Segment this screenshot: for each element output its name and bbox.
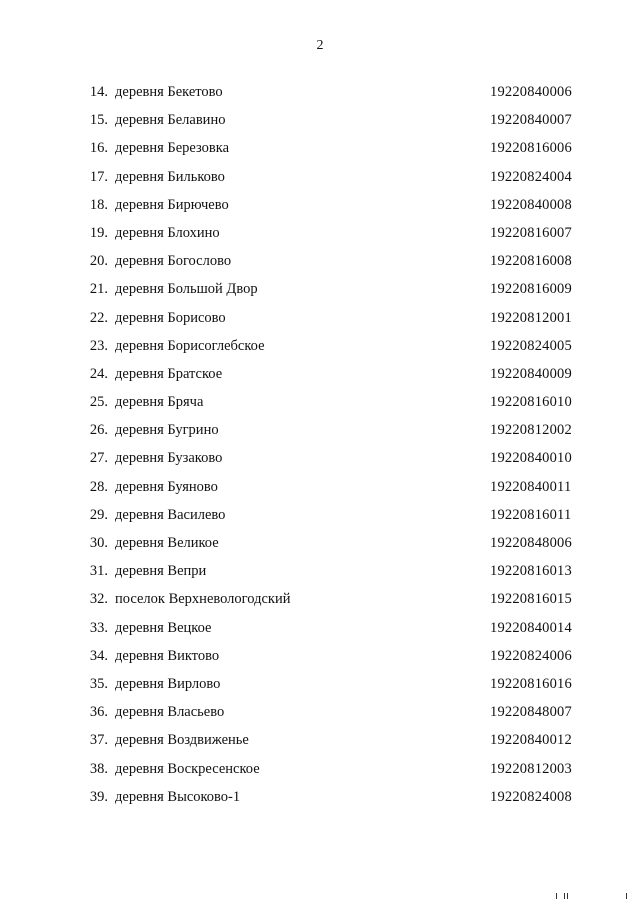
settlement-name: деревня Братское	[115, 365, 223, 382]
settlement-name: деревня Бузаково	[115, 450, 223, 467]
item-number: 27.	[89, 450, 108, 467]
settlement-name: деревня Высоково-1	[115, 788, 241, 805]
list-item	[0, 134, 640, 162]
settlement-name: деревня Бирючево	[115, 196, 229, 213]
oktmo-code: 19220816013	[490, 563, 572, 580]
list-item	[0, 275, 640, 303]
item-number: 17.	[89, 168, 108, 185]
settlement-name: деревня Бугрино	[115, 422, 219, 439]
item-number: 25.	[89, 394, 108, 411]
oktmo-code: 19220840010	[490, 450, 572, 467]
settlement-name: деревня Бекетово	[115, 84, 223, 100]
settlement-name: деревня Блохино	[115, 224, 220, 241]
settlement-name: деревня Большой Двор	[115, 281, 258, 298]
item-number: 18.	[89, 196, 108, 213]
settlement-name: деревня Бильково	[115, 168, 225, 185]
oktmo-code: 19220840014	[490, 619, 572, 636]
list-item	[0, 78, 640, 106]
oktmo-code: 19220840006	[490, 84, 572, 100]
item-number: 37.	[89, 732, 108, 749]
item-number: 24.	[89, 365, 108, 382]
item-number: 31.	[89, 563, 108, 580]
oktmo-code: 19220840009	[490, 365, 572, 382]
list-item	[0, 585, 640, 613]
list-item	[0, 557, 640, 585]
oktmo-code: 19220816008	[490, 253, 572, 270]
item-number: 26.	[89, 422, 108, 439]
settlement-name: деревня Буяново	[115, 478, 218, 495]
oktmo-code: 19220824006	[490, 647, 572, 664]
list-item	[0, 783, 640, 811]
scan-marks	[554, 891, 634, 899]
list-item	[0, 163, 640, 191]
settlement-name: деревня Борисоглебское	[115, 337, 265, 354]
settlement-name: деревня Воскресенское	[115, 760, 260, 777]
list-item	[0, 191, 640, 219]
list-item	[0, 388, 640, 416]
list-item	[0, 670, 640, 698]
settlement-name: деревня Вецкое	[115, 619, 212, 636]
item-number: 22.	[89, 309, 108, 326]
oktmo-code: 19220824005	[490, 337, 572, 354]
settlement-name: деревня Василево	[115, 506, 226, 523]
list-item	[0, 501, 640, 529]
page-number: 2	[316, 38, 324, 53]
oktmo-code: 19220816011	[490, 506, 572, 523]
oktmo-code: 19220816009	[490, 281, 572, 298]
settlement-name: деревня Богослово	[115, 253, 232, 270]
settlement-name: деревня Воздвиженье	[115, 732, 249, 749]
item-number: 34.	[89, 647, 108, 664]
item-number: 15.	[89, 112, 108, 129]
list-item	[0, 614, 640, 642]
item-number: 39.	[89, 788, 108, 805]
oktmo-code: 19220812003	[490, 760, 572, 777]
oktmo-code: 19220840012	[490, 732, 572, 749]
item-number: 36.	[89, 704, 108, 721]
settlement-name: деревня Власьево	[115, 704, 225, 721]
oktmo-code: 19220816015	[490, 591, 572, 608]
settlement-name: деревня Березовка	[115, 140, 230, 157]
oktmo-code: 19220848006	[490, 535, 572, 551]
settlement-name: деревня Вепри	[115, 563, 207, 580]
settlement-name: деревня Великое	[115, 535, 219, 551]
oktmo-code: 19220812002	[490, 422, 572, 439]
oktmo-code: 19220812001	[490, 309, 572, 326]
list-item	[0, 529, 640, 557]
oktmo-code: 19220824008	[490, 788, 572, 805]
settlement-name: деревня Борисово	[115, 309, 226, 326]
settlement-name: деревня Виктово	[115, 647, 220, 664]
item-number: 21.	[89, 281, 108, 298]
list-item	[0, 106, 640, 134]
item-number: 33.	[89, 619, 108, 636]
list-item	[0, 332, 640, 360]
oktmo-code: 19220816007	[490, 224, 572, 241]
settlement-list	[0, 78, 640, 811]
list-item	[0, 698, 640, 726]
list-item	[0, 304, 640, 332]
list-item	[0, 416, 640, 444]
list-item	[0, 726, 640, 754]
list-item	[0, 247, 640, 275]
list-item	[0, 642, 640, 670]
oktmo-code: 19220848007	[490, 704, 572, 721]
list-item	[0, 473, 640, 501]
oktmo-code: 19220816006	[490, 140, 572, 157]
item-number: 29.	[89, 506, 108, 523]
settlement-name: деревня Бряча	[115, 394, 204, 411]
settlement-name: поселок Верхневологодский	[115, 591, 291, 608]
item-number: 28.	[89, 478, 108, 495]
item-number: 23.	[89, 337, 108, 354]
item-number: 19.	[89, 224, 108, 241]
list-item	[0, 755, 640, 783]
settlement-name: деревня Вирлово	[115, 675, 221, 692]
oktmo-code: 19220840008	[490, 196, 572, 213]
item-number: 32.	[89, 591, 108, 608]
item-number: 14.	[89, 84, 108, 100]
item-number: 35.	[89, 675, 108, 692]
item-number: 30.	[89, 535, 108, 551]
list-item	[0, 360, 640, 388]
oktmo-code: 19220816016	[490, 675, 572, 692]
item-number: 20.	[89, 253, 108, 270]
oktmo-code: 19220840007	[490, 112, 572, 129]
oktmo-code: 19220840011	[490, 478, 572, 495]
settlement-name: деревня Белавино	[115, 112, 226, 129]
oktmo-code: 19220824004	[490, 168, 572, 185]
oktmo-code: 19220816010	[490, 394, 572, 411]
item-number: 38.	[89, 760, 108, 777]
list-item	[0, 444, 640, 472]
list-item	[0, 219, 640, 247]
item-number: 16.	[89, 140, 108, 157]
